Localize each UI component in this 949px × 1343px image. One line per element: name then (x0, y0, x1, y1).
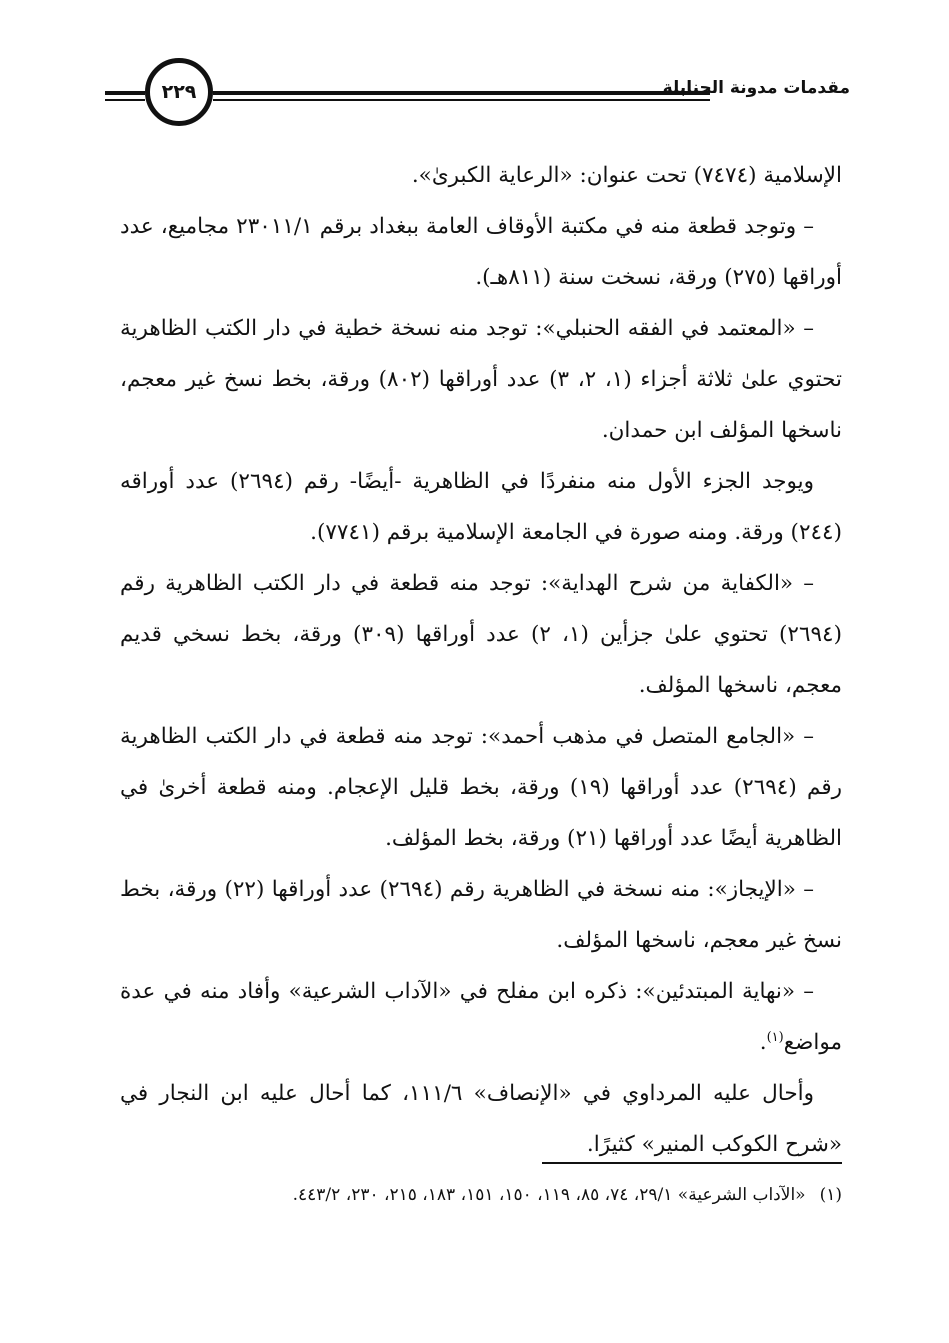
page-header (105, 58, 850, 138)
footnote (117, 1178, 842, 1213)
paragraph: – وتوجد قطعة منه في مكتبة الأوقاف العامة ببغداد برقم ٢٣٠١١/١ مجاميع، عدد أوراقها (٢٧٥) ورقة، نسخت سنة (٨١١هـ). (120, 214, 842, 290)
paragraph: – «المعتمد في الفقه الحنبلي»: توجد منه نسخة خطية في دار الكتب الظاهرية تحتوي علىٰ ثلاثة أجزاء (١، ٢، ٣) عدد أوراقها (٨٠٢) ورقة، بخط نسخ غير معجم، ناسخها المؤلف ابن حمدان. (120, 316, 842, 443)
page-number: ٢٢٩ (161, 81, 197, 103)
running-title-text: مقدمات مدونة الحنابلة (662, 78, 850, 98)
header-rule-main (213, 91, 710, 95)
running-title (663, 78, 850, 98)
footnote-text: «الآداب الشرعية» ٢٩/١، ٧٤، ٨٥، ١١٩، ١٥٠، ١٥١، ١٨٣، ٢١٥، ٢٣٠، ٤٤٣/٢. (292, 1185, 806, 1205)
header-rule-main-thin (213, 99, 710, 101)
paragraph: وأحال عليه المرداوي في «الإنصاف» ١١١/٦، كما أحال عليه ابن النجار في «شرح الكوكب المنير» كثيرًا. (120, 1081, 842, 1157)
header-rule-left (105, 91, 145, 95)
paragraph: الإسلامية (٧٤٧٤) تحت عنوان: «الرعاية الكبرىٰ». (411, 163, 842, 188)
paragraph: – «الكفاية من شرح الهداية»: توجد منه قطعة في دار الكتب الظاهرية رقم (٢٦٩٤) تحتوي علىٰ جزأين (١، ٢) عدد أوراقها (٣٠٩) ورقة، بخط نسخي قديم معجم، ناسخها المؤلف. (120, 571, 842, 698)
header-rule-left-thin (105, 99, 145, 101)
main-text (120, 150, 842, 1170)
footnote-reference[interactable]: (١) (766, 1029, 784, 1045)
paragraph-text: – «نهاية المبتدئين»: ذكره ابن مفلح في «الآداب الشرعية» وأفاد منه في عدة مواضع (120, 979, 842, 1055)
paragraph: – «الإيجاز»: منه نسخة في الظاهرية رقم (٢٦٩٤) عدد أوراقها (٢٢) ورقة، بخط نسخ غير معجم، ناسخها المؤلف. (120, 877, 842, 953)
paragraph-with-footnote: – «نهاية المبتدئين»: ذكره ابن مفلح في «الآداب الشرعية» وأفاد منه في عدة مواضع$^{(١)}$. (120, 979, 842, 1055)
footnote-number: (١) (819, 1185, 842, 1205)
footnote-separator (542, 1162, 842, 1164)
paragraph: – «الجامع المتصل في مذهب أحمد»: توجد منه قطعة في دار الكتب الظاهرية رقم (٢٦٩٤) عدد أوراقها (١٩) ورقة، بخط قليل الإعجام. ومنه قطعة أخرىٰ في الظاهرية أيضًا عدد أوراقها (٢١) ورقة، بخط المؤلف. (120, 724, 842, 851)
footnotes (117, 1178, 842, 1213)
paragraph: ويوجد الجزء الأول منه منفردًا في الظاهرية -أيضًا- رقم (٢٦٩٤) عدد أوراقه (٢٤٤) ورقة. ومنه صورة في الجامعة الإسلامية برقم (٧٧٤١). (120, 469, 842, 545)
page-number-badge (145, 58, 213, 126)
